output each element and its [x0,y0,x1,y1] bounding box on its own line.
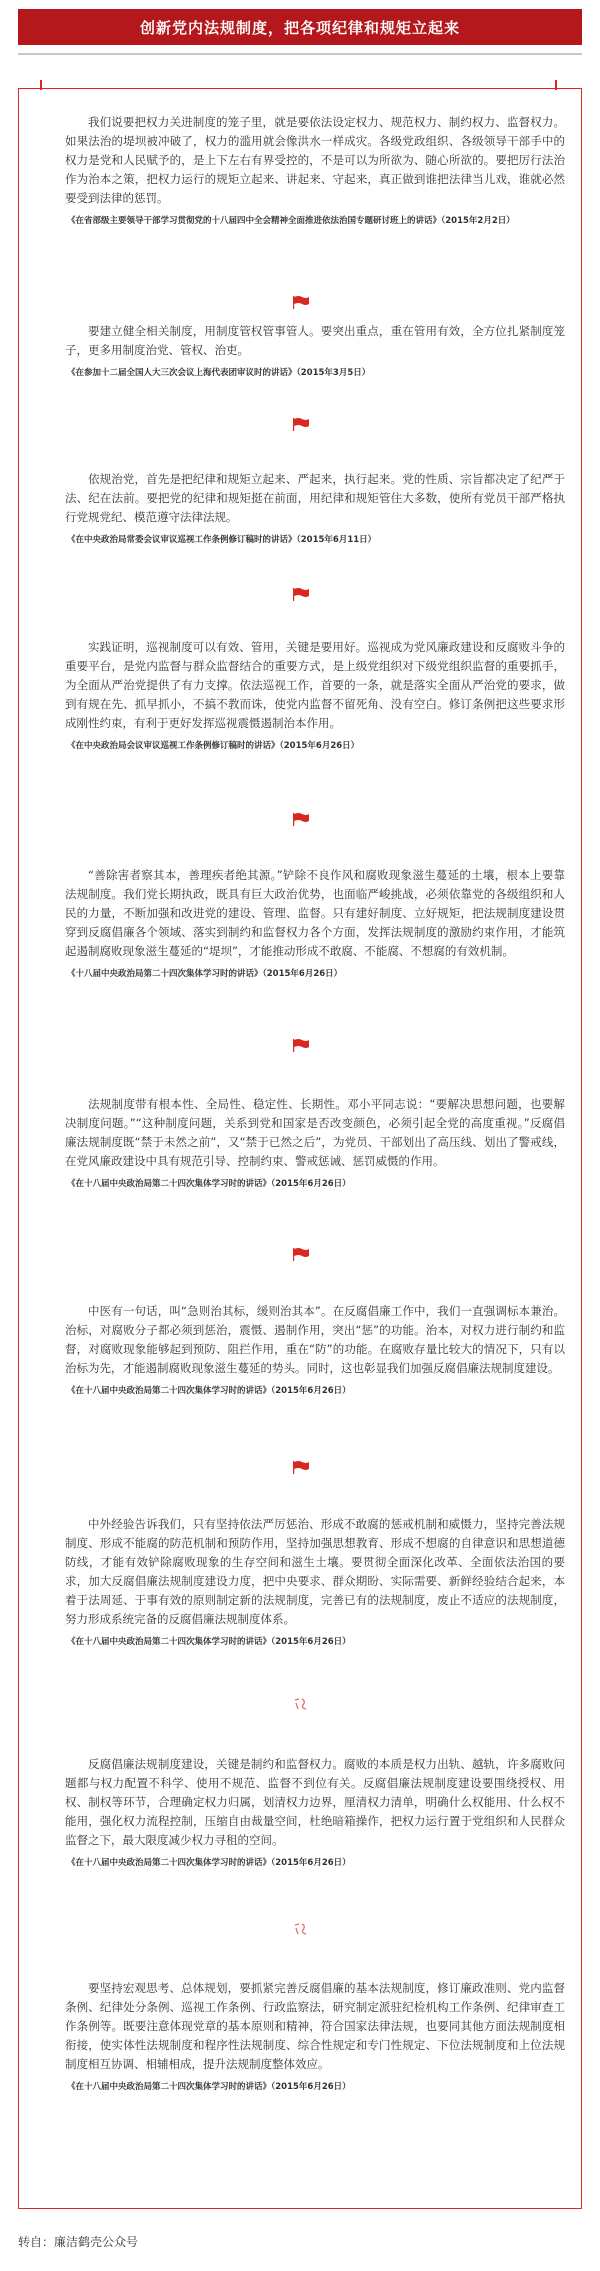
quote-text: 法规制度带有根本性、全局性、稳定性、长期性。邓小平同志说：“要解决思想问题，也要解决制度问题。”“这种制度问题，关系到党和国家是否改变颜色，必须引起全党的高度重视。”反腐倡廉法规制度既“禁于未然之前”，又“禁于已然之后”，为党员、干部划出了高压线、划出了警戒线，在党风廉政建设中具有规范引导、控制约束、警戒惩诫、惩罚威慑的作用。 [65,1097,565,1168]
red-flag-icon [291,295,311,309]
quote-section [65,1095,565,1191]
page-title: 创新党内法规制度，把各项纪律和规矩立起来 [139,18,460,37]
quote-source: 《十八届中央政治局第二十四次集体学习时的讲话》（2015年6月26日） [67,969,343,979]
quote-text: 中医有一句话，叫“急则治其标，缓则治其本”。在反腐倡廉工作中，我们一直强调标本兼治。治标，对腐败分子都必须到惩治，震慑、遏制作用，突出“惩”的功能。治本，对权力进行制约和监督，对腐败现象能够起到预防、阻拦作用，重在“防”的功能。在腐败存量比较大的情况下，只有以治标为先，才能遏制腐败现象滋生蔓延的势头。同时，这也彰显我们加强反腐倡廉法规制度建设。 [65,1304,565,1375]
red-flag-icon [291,1038,311,1052]
quote-section [65,322,565,380]
red-flag-icon [291,1460,311,1474]
quote-text: 中外经验告诉我们，只有坚持依法严厉惩治、形成不敢腐的惩戒机制和威慑力，坚持完善法规制度、形成不能腐的防范机制和预防作用，坚持加强思想教育、形成不想腐的自律意识和思想道德防线，才能有效铲除腐败现象的生存空间和滋生土壤。要贯彻全面深化改革、全面依法治国的要求，加大反腐倡廉法规制度建设力度，把中央要求、群众期盼、实际需要、新鲜经验结合起来，本着于法周延、于事有效的原则制定新的法规制度，完善已有的法规制度，废止不适应的法规制度，努力形成系统完备的反腐倡廉法规制度体系。 [65,1517,565,1626]
quote-source: 《在十八届中央政治局第二十四次集体学习时的讲话》（2015年6月26日） [67,1858,351,1868]
quote-source: 《在十八届中央政治局第二十四次集体学习时的讲话》（2015年6月26日） [67,2082,351,2092]
quote-section [65,1979,565,2094]
quote-source: 《在中央政治局会议审议巡视工作条例修订稿时的讲话》（2015年6月26日） [67,741,360,751]
quote-source: 《在十八届中央政治局第二十四次集体学习时的讲话》（2015年6月26日） [67,1637,351,1647]
red-mark-icon [293,1697,309,1711]
quote-text: 我们说要把权力关进制度的笼子里，就是要依法设定权力、规范权力、制约权力、监督权力。如果法治的堤坝被冲破了，权力的滥用就会像洪水一样成灾。各级党政组织、各级领导干部手中的权力是党和人民赋予的，是上下左右有界受控的，不是可以为所欲为、随心所欲的。要把厉行法治作为治本之策，把权力运行的规矩立起来、讲起来、守起来，真正做到谁把法律当儿戏，谁就必然要受到法律的惩罚。 [65,115,565,205]
quote-text: 反腐倡廉法规制度建设，关键是制约和监督权力。腐败的本质是权力出轨、越轨，许多腐败问题都与权力配置不科学、使用不规范、监督不到位有关。反腐倡廉法规制度建设要围绕授权、用权、制权等环节，合理确定权力归属，划清权力边界，厘清权力清单，明确什么权能用、什么权不能用，强化权力流程控制，压缩自由裁量空间，杜绝暗箱操作，把权力运行置于党组织和人民群众监督之下，最大限度减少权力寻租的空间。 [65,1757,565,1847]
frame-corner-right [555,80,557,90]
frame-corner-left [40,80,42,90]
quote-text: 依规治党，首先是把纪律和规矩立起来、严起来，执行起来。党的性质、宗旨都决定了纪严于法、纪在法前。要把党的纪律和规矩挺在前面，用纪律和规矩管住大多数，使所有党员干部严格执行党规党纪、模范遵守法律法规。 [65,472,565,524]
title-banner [18,9,582,45]
source-credit: 转自：廉洁鹤壳公众号 [18,2235,139,2249]
quote-section [65,866,565,981]
quote-text: 实践证明，巡视制度可以有效、管用，关键是要用好。巡视成为党风廉政建设和反腐败斗争的重要平台，是党内监督与群众监督结合的重要方式，是上级党组织对下级党组织监督的重要抓手，为全面从严治党提供了有力支撑。依法巡视工作，首要的一条，就是落实全面从严治党的要求，做到有规在先、抓早抓小，不搞不教而诛，使党内监督不留死角、没有空白。修订条例把这些要求形成刚性约束，有利于更好发挥巡视震慑遏制治本作用。 [65,640,565,730]
red-flag-icon [291,417,311,431]
quote-section [65,470,565,547]
red-flag-icon [291,812,311,826]
quote-source: 《在参加十二届全国人大三次会议上海代表团审议时的讲话》（2015年3月5日） [67,368,371,378]
quote-source: 《在十八届中央政治局第二十四次集体学习时的讲话》（2015年6月26日） [67,1386,351,1396]
quote-section [65,638,565,753]
red-flag-icon [291,587,311,601]
quote-source: 《在省部级主要领导干部学习贯彻党的十八届四中全会精神全面推进依法治国专题研讨班上的讲话》（2015年2月2日） [67,216,515,226]
quote-source: 《在中央政治局常委会议审议巡视工作条例修订稿时的讲话》（2015年6月11日） [67,535,377,545]
quote-section [65,1302,565,1398]
quote-section [65,1755,565,1870]
quote-text: 要建立健全相关制度，用制度管权管事管人。要突出重点，重在管用有效，全方位扎紧制度笼子，更多用制度治党、管权、治吏。 [65,324,565,357]
red-mark-icon [293,1922,309,1936]
banner-divider [18,53,582,55]
quote-section [65,113,565,228]
quote-section [65,1515,565,1649]
quote-text: 要坚持宏观思考、总体规划，要抓紧完善反腐倡廉的基本法规制度，修订廉政准则、党内监督条例、纪律处分条例、巡视工作条例、行政监察法，研究制定派驻纪检机构工作条例、纪律审查工作条例等。既要注意体现党章的基本原则和精神，符合国家法律法规，也要同其他方面法规制度相衔接，使实体性法规制度和程序性法规制度、综合性规定和专门性规定、下位法规制度和上位法规制度相互协调、相辅相成，提升法规制度整体效应。 [65,1981,565,2071]
quote-source: 《在十八届中央政治局第二十四次集体学习时的讲话》（2015年6月26日） [67,1179,351,1189]
red-flag-icon [291,1247,311,1261]
quote-text: “善除害者察其本，善理疾者绝其源。”铲除不良作风和腐败现象滋生蔓延的土壤，根本上要靠法规制度。我们党长期执政，既具有巨大政治优势，也面临严峻挑战，必须依靠党的各级组织和人民的力量，不断加强和改进党的建设、管理、监督。只有建好制度、立好规矩，把法规制度建设贯穿到反腐倡廉各个领域、落实到制约和监督权力各个方面，发挥法规制度的激励约束作用，才能筑起遏制腐败现象滋生蔓延的“堤坝”，才能推动形成不敢腐、不能腐、不想腐的有效机制。 [65,868,565,958]
